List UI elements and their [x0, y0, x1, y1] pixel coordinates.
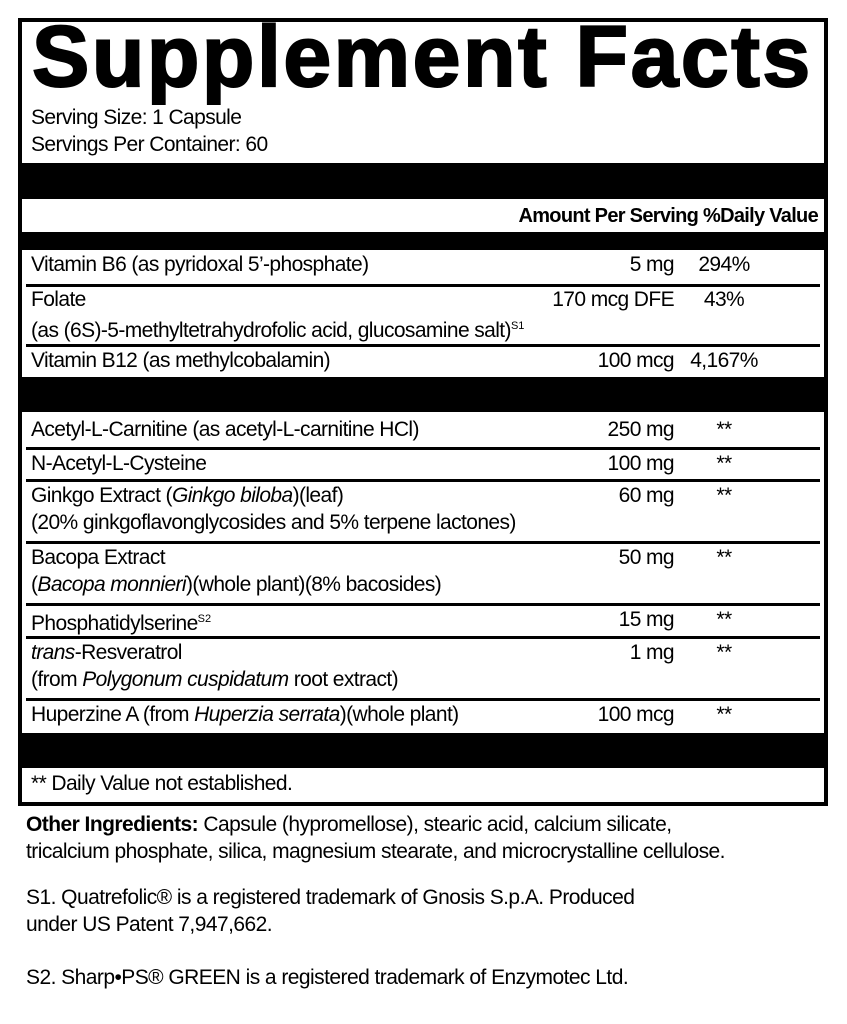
- other-ingredients-label: Other Ingredients:: [26, 813, 199, 836]
- ingredient-name: Bacopa Extract: [31, 546, 166, 569]
- latin-name: Ginkgo biloba: [171, 484, 293, 507]
- dv-header: %Daily Value: [703, 205, 818, 227]
- panel-title: Supplement Facts: [32, 9, 813, 105]
- amount: 100 mcg: [597, 349, 674, 372]
- amount: 100 mg: [607, 452, 674, 475]
- footnote-ref: S2: [197, 613, 212, 625]
- amount: 60 mg: [618, 484, 674, 507]
- note-s2: S2. Sharp•PS® GREEN is a registered trademark of Enzymotec Ltd.: [26, 966, 629, 989]
- nutrient-name: Vitamin B6 (as pyridoxal 5’-phosphate): [31, 253, 369, 276]
- daily-value: **: [716, 484, 732, 507]
- latin-name: Huperzia serrata: [194, 703, 340, 726]
- amount: 1 mg: [629, 641, 674, 664]
- amount: 100 mcg: [597, 703, 674, 726]
- text: )(whole plant)(8% bacosides): [186, 573, 442, 596]
- divider-bar: [22, 163, 824, 199]
- daily-value: 43%: [703, 288, 745, 311]
- daily-value: **: [716, 452, 732, 475]
- daily-value: **: [716, 546, 732, 569]
- nutrient-name: Vitamin B12 (as methylcobalamin): [31, 349, 331, 372]
- supplement-facts-panel: [18, 9, 828, 806]
- ingredient-name: Acetyl-L-Carnitine (as acetyl-L-carnitine HCl): [31, 418, 419, 441]
- daily-value: **: [716, 641, 732, 664]
- divider-bar: [22, 733, 824, 768]
- other-ingredients: [26, 811, 672, 838]
- servings-per-container: Servings Per Container: 60: [31, 133, 268, 156]
- divider-bar: [22, 377, 824, 412]
- daily-value: **: [716, 703, 732, 726]
- text: Phosphatidylserine: [31, 612, 198, 635]
- text: Huperzine A (from: [31, 703, 195, 726]
- latin-name: Bacopa monnieri: [37, 573, 186, 596]
- footnote: ** Daily Value not established.: [31, 772, 293, 795]
- ingredient-detail: (20% ginkgoflavonglycosides and 5% terpene lactones): [31, 511, 516, 534]
- other-ingredients-line2: tricalcium phosphate, silica, magnesium stearate, and microcrystalline cellulose.: [26, 840, 725, 863]
- note-s1-line2: under US Patent 7,947,662.: [26, 913, 273, 936]
- text: (from: [31, 668, 83, 691]
- nutrient-name: Folate: [31, 288, 86, 311]
- daily-value: 4,167%: [690, 349, 758, 372]
- text: -Resveratrol: [74, 641, 182, 664]
- daily-value: **: [716, 418, 732, 441]
- daily-value: **: [716, 608, 732, 631]
- nutrient-source: [31, 313, 524, 344]
- text: root extract): [288, 668, 399, 691]
- text: (: [31, 573, 38, 596]
- ingredient-name: [31, 701, 459, 728]
- text: Ginkgo Extract (: [31, 484, 172, 507]
- ingredient-name: [31, 639, 182, 666]
- text: )(leaf): [292, 484, 344, 507]
- other-ingredients-text: Capsule (hypromellose), stearic acid, calcium silicate,: [198, 813, 672, 836]
- amount-header: Amount Per Serving: [518, 205, 699, 227]
- daily-value: 294%: [698, 253, 750, 276]
- ingredient-detail: [31, 571, 441, 598]
- serving-size: Serving Size: 1 Capsule: [31, 106, 242, 129]
- ingredient-detail: [31, 666, 398, 693]
- ingredient-name: [31, 482, 343, 509]
- ingredient-name: [31, 606, 211, 637]
- latin-name: Polygonum cuspidatum: [82, 668, 289, 691]
- ingredient-name: N-Acetyl-L-Cysteine: [31, 452, 207, 475]
- footnote-ref: S1: [510, 320, 525, 332]
- note-s1: S1. Quatrefolic® is a registered trademark of Gnosis S.p.A. Produced: [26, 886, 635, 909]
- italic-prefix: trans: [31, 641, 75, 664]
- column-header: [518, 203, 818, 230]
- amount: 15 mg: [618, 608, 674, 631]
- divider-bar: [22, 232, 824, 250]
- amount: 250 mg: [607, 418, 674, 441]
- source-text: (as (6S)-5-methyltetrahydrofolic acid, glucosamine salt): [31, 319, 511, 342]
- amount: 50 mg: [618, 546, 674, 569]
- amount: 5 mg: [629, 253, 674, 276]
- amount: 170 mcg DFE: [552, 288, 674, 311]
- text: )(whole plant): [339, 703, 459, 726]
